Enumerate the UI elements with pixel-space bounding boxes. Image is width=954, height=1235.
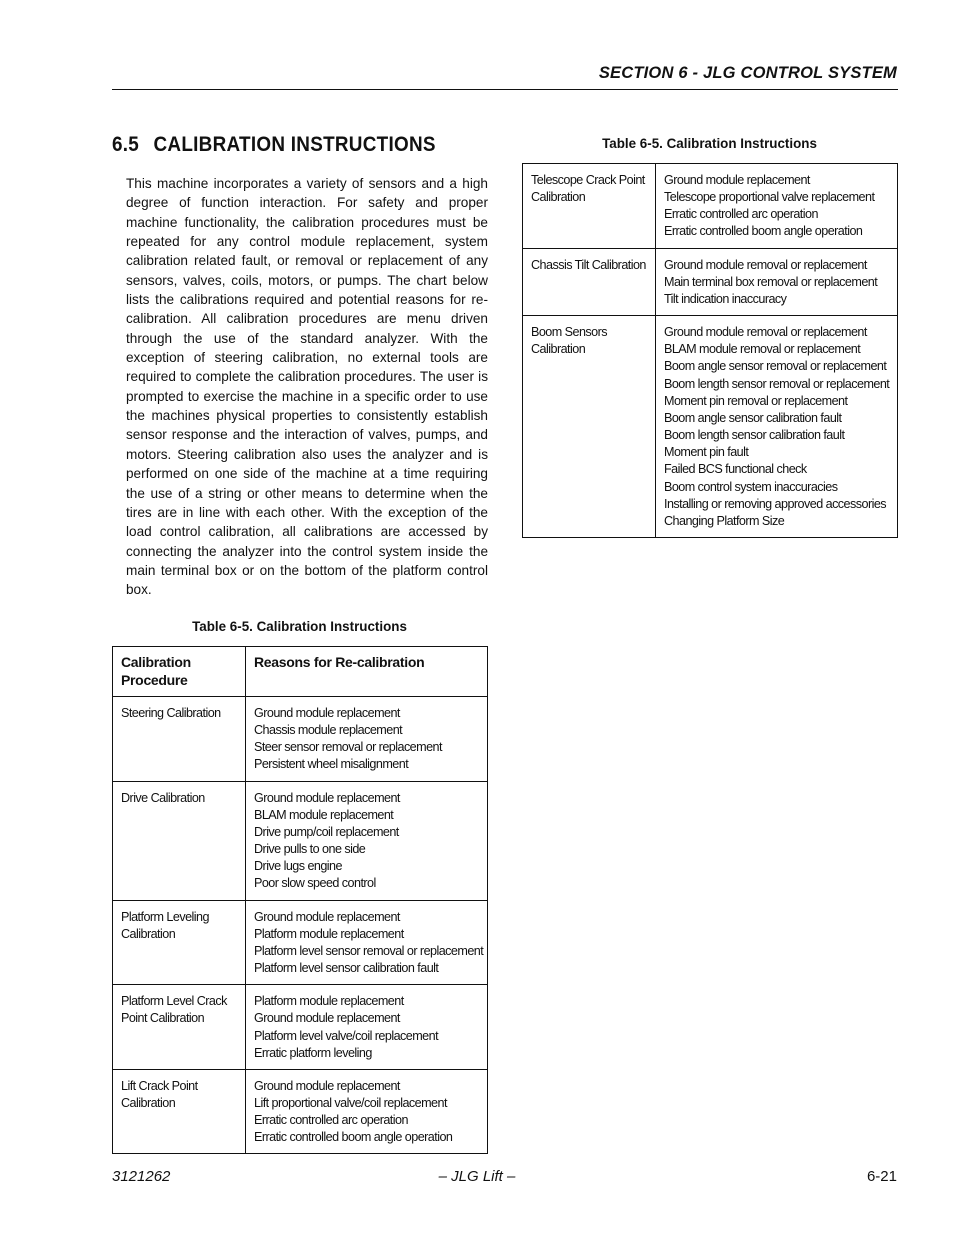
table-caption-left: Table 6-5. Calibration Instructions: [192, 619, 407, 634]
calibration-table-right: [522, 163, 898, 538]
reasons-cell: [246, 697, 488, 782]
table-row: [523, 316, 898, 538]
section-heading: [112, 133, 436, 157]
table-row: [113, 781, 488, 900]
reason-item: Boom angle sensor removal or replacement: [664, 359, 887, 374]
reason-item: Moment pin fault: [664, 445, 749, 460]
reasons-cell: [246, 1069, 488, 1154]
reason-item: Platform module replacement: [254, 926, 404, 941]
reason-item: Poor slow speed control: [254, 876, 376, 891]
reasons-cell: [246, 985, 488, 1070]
reason-item: Main terminal box removal or replacement: [664, 274, 878, 289]
reason-item: Platform module replacement: [254, 994, 404, 1009]
header-reasons: Reasons for Re-calibration: [246, 647, 488, 697]
table-row: [113, 1069, 488, 1154]
reasons-cell: [246, 900, 488, 985]
reason-item: Changing Platform Size: [664, 513, 785, 528]
reason-item: Drive lugs engine: [254, 859, 342, 874]
table-header-row: [113, 647, 488, 697]
reason-item: Drive pulls to one side: [254, 842, 366, 857]
procedure-cell: Steering Calibration: [113, 697, 246, 782]
header-rule: [112, 89, 898, 90]
table-row: [523, 164, 898, 249]
footer-doc-number: 3121262: [112, 1168, 171, 1185]
reason-item: Erratic controlled boom angle operation: [254, 1130, 453, 1145]
reason-item: Failed BCS functional check: [664, 462, 807, 477]
reason-item: Moment pin removal or replacement: [664, 393, 848, 408]
reason-item: Ground module removal or replacement: [664, 325, 867, 340]
reason-item: Erratic controlled arc operation: [254, 1113, 408, 1128]
section-header-title: SECTION 6 - JLG CONTROL SYSTEM: [598, 64, 897, 82]
table-caption-right: Table 6-5. Calibration Instructions: [602, 136, 817, 151]
reason-item: Tilt indication inaccuracy: [664, 291, 787, 306]
procedure-cell: Chassis Tilt Calibration: [523, 248, 656, 315]
table-row: [113, 697, 488, 782]
reason-item: Chassis module replacement: [254, 723, 403, 738]
header-calibration-procedure: Calibration Procedure: [113, 647, 246, 697]
reason-item: Lift proportional valve/coil replacement: [254, 1095, 447, 1110]
reason-item: Persistent wheel misalignment: [254, 757, 409, 772]
procedure-cell: Platform Level Crack Point Calibration: [113, 985, 246, 1070]
reason-item: Telescope proportional valve replacement: [664, 190, 875, 205]
calibration-table-left: [112, 646, 488, 1154]
procedure-cell: Platform Leveling Calibration: [113, 900, 246, 985]
reasons-cell: [656, 316, 898, 538]
reason-item: Erratic controlled boom angle operation: [664, 224, 863, 239]
table-row: [113, 900, 488, 985]
section-title: CALIBRATION INSTRUCTIONS: [153, 133, 436, 156]
reason-item: Erratic platform leveling: [254, 1045, 372, 1060]
reason-item: Ground module replacement: [254, 790, 400, 805]
reason-item: Platform level valve/coil replacement: [254, 1028, 439, 1043]
reason-item: Ground module replacement: [254, 1011, 400, 1026]
procedure-cell: Drive Calibration: [113, 781, 246, 900]
procedure-cell: Telescope Crack Point Calibration: [523, 164, 656, 249]
reason-item: Ground module replacement: [254, 706, 400, 720]
reason-item: BLAM module replacement: [254, 807, 394, 822]
reason-item: Drive pump/coil replacement: [254, 824, 399, 839]
reason-item: Ground module replacement: [254, 1078, 400, 1093]
reason-item: Platform level sensor calibration fault: [254, 961, 439, 976]
reasons-cell: [246, 781, 488, 900]
reason-item: Boom length sensor calibration fault: [664, 428, 845, 443]
reasons-cell: [656, 164, 898, 249]
reason-item: Platform level sensor removal or replacement: [254, 943, 484, 958]
reason-item: Erratic controlled arc operation: [664, 207, 818, 222]
reason-item: Boom length sensor removal or replacement: [664, 376, 890, 391]
reason-item: Steer sensor removal or replacement: [254, 740, 442, 755]
reason-item: Ground module replacement: [664, 173, 810, 187]
section-number: 6.5: [112, 133, 140, 156]
reason-item: BLAM module removal or replacement: [664, 342, 861, 357]
procedure-cell: Lift Crack Point Calibration: [113, 1069, 246, 1154]
footer-brand: – JLG Lift –: [438, 1168, 516, 1185]
table-row: [523, 248, 898, 315]
intro-paragraph: This machine incorporates a variety of sensors and a high degree of function interaction. For safety and proper machine functionality, the calibration procedures must be repeated for any control module replacement, system calibration related fault, or removal or replacement of any sensors, valves, coils, motors, or pumps. The chart below lists the calibrations required and potential reasons for re-calibration. All calibration procedures are menu driven through the use of the standard analyzer. With the exception of steering calibration, no external tools are required to complete the calibration procedures. The user is prompted to exercise the machine in a specific order to use the machines physical properties to consistently establish sensor response and the interaction of valves, pumps, and motors. Steering calibration also uses the analyzer and is performed on one side of the machine at a time requiring the use of a string or other means to determine when the tires are in line with each other. With the exception of the load control calibration, all calibrations are accessed by connecting the analyzer into the control system inside the main terminal box or on the bottom of the platform control box.: [126, 176, 488, 598]
reason-item: Boom control system inaccuracies: [664, 479, 838, 494]
procedure-cell: Boom Sensors Calibration: [523, 316, 656, 538]
footer-page-number: 6-21: [866, 1168, 897, 1185]
reason-item: Ground module replacement: [254, 909, 400, 924]
reasons-cell: [656, 248, 898, 315]
reason-item: Ground module removal or replacement: [664, 257, 867, 272]
reason-item: Installing or removing approved accessories: [664, 496, 887, 511]
table-row: [113, 985, 488, 1070]
reason-item: Boom angle sensor calibration fault: [664, 410, 842, 425]
